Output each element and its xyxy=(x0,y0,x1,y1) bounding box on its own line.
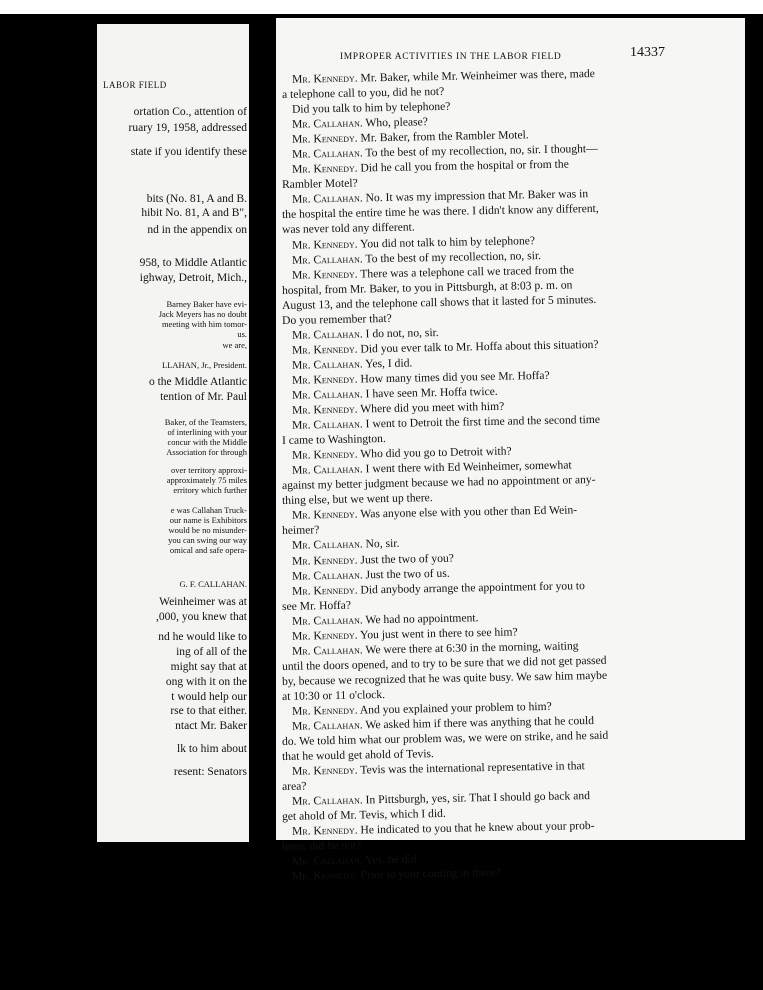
line-text: Was anyone else with you other than Ed Wein- xyxy=(357,503,578,521)
speaker-name: Mr. Callahan. xyxy=(291,116,363,131)
running-header: IMPROPER ACTIVITIES IN THE LABOR FIELD xyxy=(340,52,562,62)
left-text-line: we are, xyxy=(222,340,247,350)
line-text: And you explained your problem to him? xyxy=(357,699,552,717)
speaker-name: Mr. Callahan. xyxy=(291,718,363,733)
line-text: He indicated to you that he knew about your prob- xyxy=(357,819,595,837)
line-text: I went to Detroit the first time and the second time xyxy=(362,412,601,431)
line-text: Did you talk to him by telephone? xyxy=(291,99,451,116)
left-text-line: ruary 19, 1958, addressed xyxy=(128,122,247,134)
speaker-name: Mr. Callahan. xyxy=(291,793,363,809)
speaker-name: Mr. Kennedy. xyxy=(291,628,358,643)
left-text-line: e was Callahan Truck- xyxy=(170,505,247,515)
speaker-name: Mr. Kennedy. xyxy=(291,402,358,417)
speaker-name: Mr. Kennedy. xyxy=(291,447,358,462)
line-text: thing else, but we went up there. xyxy=(281,491,433,508)
line-text: by, because we recognized that he was quite busy. We saw him maybe xyxy=(281,668,608,688)
line-text: Did you ever talk to Mr. Hoffa about this situation? xyxy=(357,337,599,356)
left-text-line: o the Middle Atlantic xyxy=(148,376,247,388)
line-text: Yes, he did. xyxy=(362,852,420,867)
speaker-name: Mr. Kennedy. xyxy=(291,237,358,252)
line-text: I went there with Ed Weinheimer, somewhat xyxy=(362,458,572,476)
left-page-fragment xyxy=(97,24,249,842)
left-text-line: nd in the appendix on xyxy=(147,224,247,236)
line-text: To the best of my recollection, no, sir. I thought— xyxy=(362,142,598,160)
left-text-line: LLAHAN, Jr., President. xyxy=(162,360,247,370)
line-text: do. We told him what our problem was, we were on strike, and he said xyxy=(281,728,609,749)
line-text: Mr. Baker, while Mr. Weinheimer was there, made xyxy=(357,66,595,85)
line-text: Who did you go to Detroit with? xyxy=(357,444,512,461)
left-text-line: 958, to Middle Atlantic xyxy=(139,257,247,269)
speaker-name: Mr. Callahan. xyxy=(291,462,363,478)
line-text: at 10:30 or 11 o'clock. xyxy=(281,687,386,703)
left-text-line: concur with the Middle xyxy=(167,437,247,447)
line-text: that he would get ahold of Tevis. xyxy=(281,747,435,764)
speaker-name: Mr. Kennedy. xyxy=(291,71,358,86)
speaker-name: Mr. Kennedy. xyxy=(291,507,358,523)
left-text-line: tention of Mr. Paul xyxy=(160,391,247,403)
left-text-line: ing of all of the xyxy=(176,646,247,658)
line-text: We asked him if there was anything that he could xyxy=(362,714,595,732)
line-text: the hospital the entire time he was there. I didn't know any different, xyxy=(281,202,599,222)
left-text-line: our name is Exhibitors xyxy=(169,515,247,525)
line-text: Yes, I did. xyxy=(362,356,413,371)
line-text: Did anybody arrange the appointment for you to xyxy=(357,578,585,597)
speaker-name: Mr. Kennedy. xyxy=(291,131,358,146)
left-text-line: t would help our xyxy=(171,691,247,703)
line-text: Rambler Motel? xyxy=(281,176,358,192)
speaker-name: Mr. Callahan. xyxy=(291,191,363,207)
page-number: 14337 xyxy=(630,45,665,60)
line-text: get ahold of Mr. Tevis, which I did. xyxy=(281,807,446,824)
left-text-line: erritory which further xyxy=(173,485,247,495)
line-text: In Pittsburgh, yes, sir. That I should go back and xyxy=(362,789,591,807)
line-text: Where did you meet with him? xyxy=(357,399,505,416)
line-text: hospital, from Mr. Baker, to you in Pittsburgh, at 8:03 p. m. on xyxy=(281,278,573,297)
speaker-name: Mr. Callahan. xyxy=(291,417,363,432)
line-text: You just went in there to see him? xyxy=(357,625,518,642)
speaker-name: Mr. Callahan. xyxy=(291,643,363,658)
line-text: You did not talk to him by telephone? xyxy=(357,233,536,251)
speaker-name: Mr. Callahan. xyxy=(291,252,363,267)
speaker-name: Mr. Kennedy. xyxy=(291,161,358,177)
line-text: Who, please? xyxy=(362,115,428,130)
left-text-line: you can swing our way xyxy=(168,535,247,545)
left-text-line: approximately 75 miles xyxy=(166,475,247,485)
line-text: Tevis was the international representative in that xyxy=(357,759,585,777)
left-text-line: meeting with him tomor- xyxy=(161,319,247,329)
speaker-name: Mr. Kennedy. xyxy=(291,267,358,282)
speaker-name: Mr. Kennedy. xyxy=(291,763,358,778)
left-text-line: G. F. CALLAHAN. xyxy=(179,579,247,589)
left-text-line: rse to that either. xyxy=(170,705,247,717)
speaker-name: Mr. Kennedy. xyxy=(291,703,358,718)
line-text: Just the two of you? xyxy=(357,551,454,567)
left-text-line: ,000, you knew that xyxy=(155,611,247,623)
line-text: We had no appointment. xyxy=(362,610,479,627)
speaker-name: Mr. Kennedy. xyxy=(291,869,358,884)
line-text: see Mr. Hoffa? xyxy=(281,598,352,613)
left-text-line: ong with it on the xyxy=(165,676,247,688)
scan-edge xyxy=(0,0,763,14)
left-text-line: bits (No. 81, A and B. xyxy=(146,193,247,205)
line-text: against my better judgment because we had no appointment or any- xyxy=(281,473,596,493)
left-text-line: Jack Meyers has no doubt xyxy=(158,309,247,319)
left-text-line: us. xyxy=(237,329,247,339)
left-text-line: hibit No. 81, A and B", xyxy=(141,207,247,219)
speaker-name: Mr. Kennedy. xyxy=(291,823,358,839)
left-text-line: Baker, of the Teamsters, xyxy=(164,417,247,427)
line-text: We were there at 6:30 in the morning, waiting xyxy=(362,639,579,657)
right-page xyxy=(276,18,745,884)
speaker-name: Mr. Callahan. xyxy=(291,567,363,583)
line-text: Do you remember that? xyxy=(281,311,392,327)
testimony-text xyxy=(281,66,686,885)
left-text-line: would be no misunder- xyxy=(168,525,247,535)
line-text: area? xyxy=(281,779,307,794)
left-text-line: resent: Senators xyxy=(173,766,247,778)
left-text-line: state if you identify these xyxy=(130,146,247,158)
line-text: To the best of my recollection, no, sir. xyxy=(362,248,542,266)
speaker-name: Mr. Kennedy. xyxy=(291,583,358,598)
speaker-name: Mr. Callahan. xyxy=(291,357,363,372)
speaker-name: Mr. Kennedy. xyxy=(291,342,358,357)
left-text-line: lk to him about xyxy=(177,743,247,755)
speaker-name: Mr. Callahan. xyxy=(291,327,363,342)
left-text-line: ntact Mr. Baker xyxy=(175,720,247,732)
line-text: No, sir. xyxy=(362,537,400,551)
line-text: I do not, no, sir. xyxy=(362,325,439,341)
left-text-line: ighway, Detroit, Mich., xyxy=(139,272,247,284)
line-text: I have seen Mr. Hoffa twice. xyxy=(362,384,498,401)
speaker-name: Mr. Kennedy. xyxy=(291,553,358,568)
line-text: a telephone call to you, did he not? xyxy=(281,84,445,102)
left-text-line: Barney Baker have evi- xyxy=(166,299,247,309)
line-text: There was a telephone call we traced from the xyxy=(357,263,575,281)
left-page-header: LABOR FIELD xyxy=(103,80,167,90)
line-text: until the doors opened, and to try to be sure that we did not get passed xyxy=(281,653,607,673)
line-text: Mr. Baker, from the Rambler Motel. xyxy=(357,128,529,145)
speaker-name: Mr. Callahan. xyxy=(291,853,363,869)
left-text-line: of interlining with your xyxy=(167,427,247,437)
left-text-line: omical and safe opera- xyxy=(169,545,247,555)
left-text-line: Association for through xyxy=(166,447,247,457)
left-text-line: nd he would like to xyxy=(158,631,247,643)
line-text: heimer? xyxy=(281,523,320,538)
line-text: August 13, and the telephone call shows that it lasted for 5 minutes. xyxy=(281,292,597,312)
speaker-name: Mr. Kennedy. xyxy=(291,372,358,387)
left-text-line: ortation Co., attention of xyxy=(133,106,247,118)
line-text: No. It was my impression that Mr. Baker was in xyxy=(362,187,589,205)
line-text: lems, did he not? xyxy=(281,838,362,854)
speaker-name: Mr. Callahan. xyxy=(291,146,363,162)
line-text: Prior to your coming in there? xyxy=(357,866,501,883)
line-text: Did he call you from the hospital or from the xyxy=(357,157,569,175)
left-text-line: Weinheimer was at xyxy=(159,596,247,608)
left-text-line: over territory approxi- xyxy=(171,465,247,475)
line-text: How many times did you see Mr. Hoffa? xyxy=(357,368,550,386)
line-text: was never told any different. xyxy=(281,220,415,237)
speaker-name: Mr. Callahan. xyxy=(291,387,363,402)
left-text-line: might say that at xyxy=(170,661,247,673)
speaker-name: Mr. Callahan. xyxy=(291,613,363,628)
line-text: I came to Washington. xyxy=(281,432,386,448)
line-text: Just the two of us. xyxy=(362,566,450,581)
speaker-name: Mr. Callahan. xyxy=(291,537,363,553)
